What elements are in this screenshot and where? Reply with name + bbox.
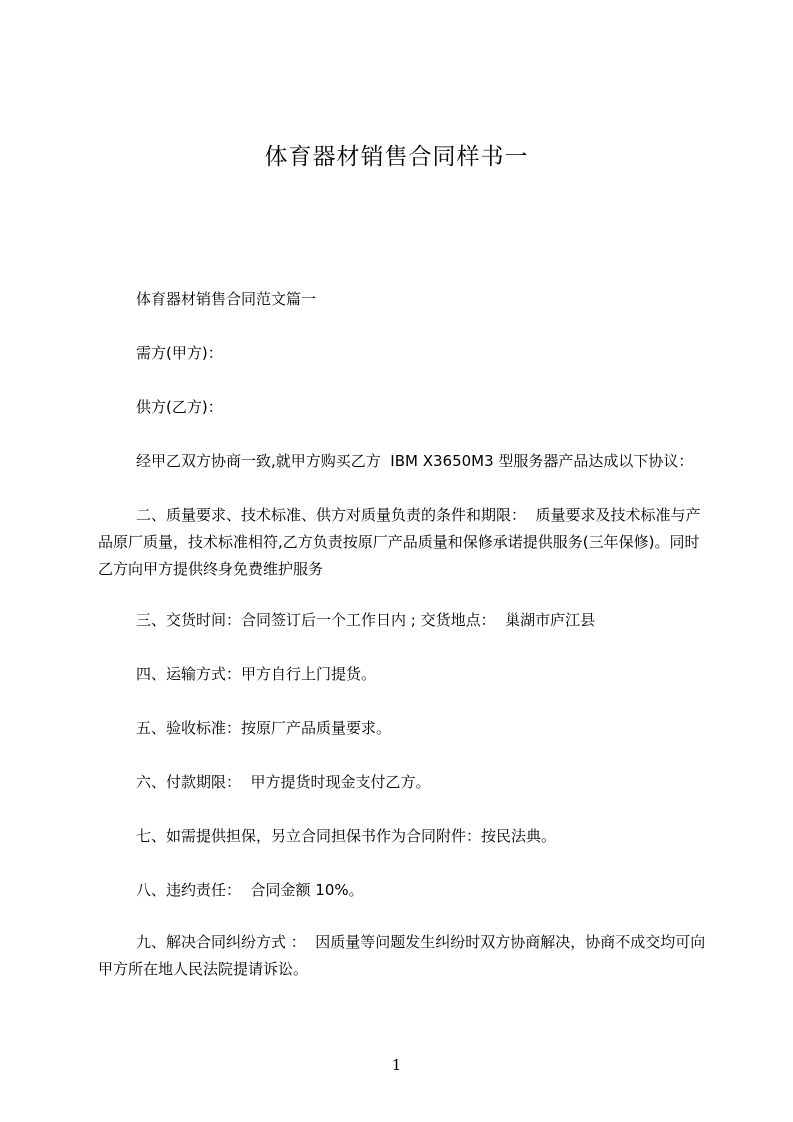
paragraph-payment: 六、付款期限： 甲方提货时现金支付乙方。 [136,773,431,791]
paragraph-agreement: 经甲乙双方协商一致,就甲方购买乙方 IBM X3650M3 型服务器产品达成以下协议： [136,452,694,470]
paragraph-acceptance: 五、验收标准：按原厂产品质量要求。 [136,719,392,737]
paragraph-quality: 二、质量要求、技术标准、供方对质量负责的条件和期限： 质量要求及技术标准与产品原厂质量，技术标准相符,乙方负责按原厂产品质量和保修承诺提供服务(三年保修)。同时乙方向甲方提供终身免费维护服务 [98,506,701,578]
paragraph-liability: 八、违约责任： 合同金额 10%。 [136,881,364,899]
paragraph-delivery: 三、交货时间：合同签订后一个工作日内 ; 交货地点： 巢湖市庐江县 [136,611,596,629]
page-number: 1 [391,1056,402,1074]
document-title: 体育器材销售合同样书一 [264,144,529,170]
paragraph-supplier: 供方(乙方)： [136,398,223,416]
paragraph-guarantee: 七、如需提供担保，另立合同担保书作为合同附件：按民法典。 [136,827,557,845]
paragraph-subtitle: 体育器材销售合同范文篇一 [136,290,317,308]
paragraph-buyer: 需方(甲方)： [136,344,223,362]
paragraph-dispute: 九、解决合同纠纷方式 ： 因质量等问题发生纠纷时双方协商解决，协商不成交均可向甲方所在地人民法院提请诉讼。 [98,933,706,978]
paragraph-transport: 四、运输方式：甲方自行上门提货。 [136,665,377,683]
